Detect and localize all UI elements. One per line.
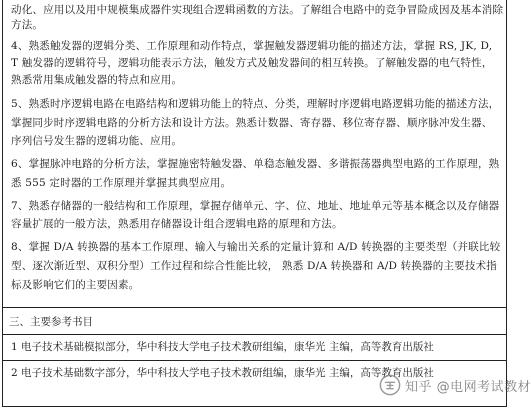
text-line: 容量扩展的一般方法，熟悉用存储器设计组合逻辑电路的原理和方法。 (11, 218, 343, 230)
text-line: 5、熟悉时序逻辑电路在电路结构和逻辑功能上的特点、分类，理解时序逻辑电路逻辑功能的描述方法， (11, 98, 500, 110)
text-line: 4、熟悉触发器的逻辑分类、工作原理和动作特点，掌握触发器逻辑功能的描述方法，掌握 RS, JK, D, (11, 40, 493, 52)
references-heading: 三、主要参考书目 (9, 316, 93, 328)
text-line: 方法。 (11, 19, 44, 31)
requirements-cell (3, 0, 506, 308)
watermark (379, 374, 531, 396)
text-line: 掌握同步时序逻辑电路的分析方法和设计方法。熟悉计数器、寄存器、移位寄存器、顺序脉冲发生器、 (11, 117, 493, 129)
watermark-text: 知乎 @电网考试教材 (405, 379, 531, 395)
text-line: 序列信号发生器的逻辑功能、应用。 (11, 135, 183, 147)
reference-row (3, 334, 506, 360)
text-line: 8、掌握 D/A 转换器的基本工作原理、输入与输出关系的定量计算和 A/D 转换器的主要类型（并联比较 (11, 241, 501, 253)
text-line: 6、掌握脉冲电路的分析方法，掌握施密特触发器、单稳态触发器、多谐振荡器典型电路的工作原理，熟 (11, 158, 500, 170)
text-line: 标及影响它们的主要因素。 (11, 279, 140, 291)
syllabus-table (2, 0, 531, 407)
reference-item: 1 电子技术基础模拟部分，华中科技大学电子技术教研组编，康华光 主编，高等教育出版社 (11, 341, 434, 353)
text-line: 7、熟悉存储器的一般结构和工作原理，掌握存储单元、字、位、地址、地址单元等基本概念以及存储器 (11, 200, 500, 212)
text-line: 动化、应用以及用中规模集成器件实现组合逻辑函数的方法。了解组合电路中的竞争冒险成因及基本消除 (11, 4, 504, 16)
reference-item: 2 电子技术基础数字部分，华中科技大学电子技术教研组编，康华光 主编，高等教育出版社 (11, 367, 434, 379)
text-line: 悉 555 定时器的工作原理并掌握其典型应用。 (11, 177, 232, 189)
text-line: 熟悉常用集成触发器的特点和应用。 (11, 74, 183, 86)
zhihu-logo-icon (379, 374, 401, 396)
text-line: 型、逐次渐近型、双积分型）工作过程和综合性能比较， 熟悉 D/A 转换器和 A/D 转换器的主要技术指 (11, 260, 497, 272)
text-line: T 触发器的逻辑符号，逻辑功能表示方法，触发方式及触发器间的相互转换。了解触发器的电气特性， (11, 57, 493, 69)
